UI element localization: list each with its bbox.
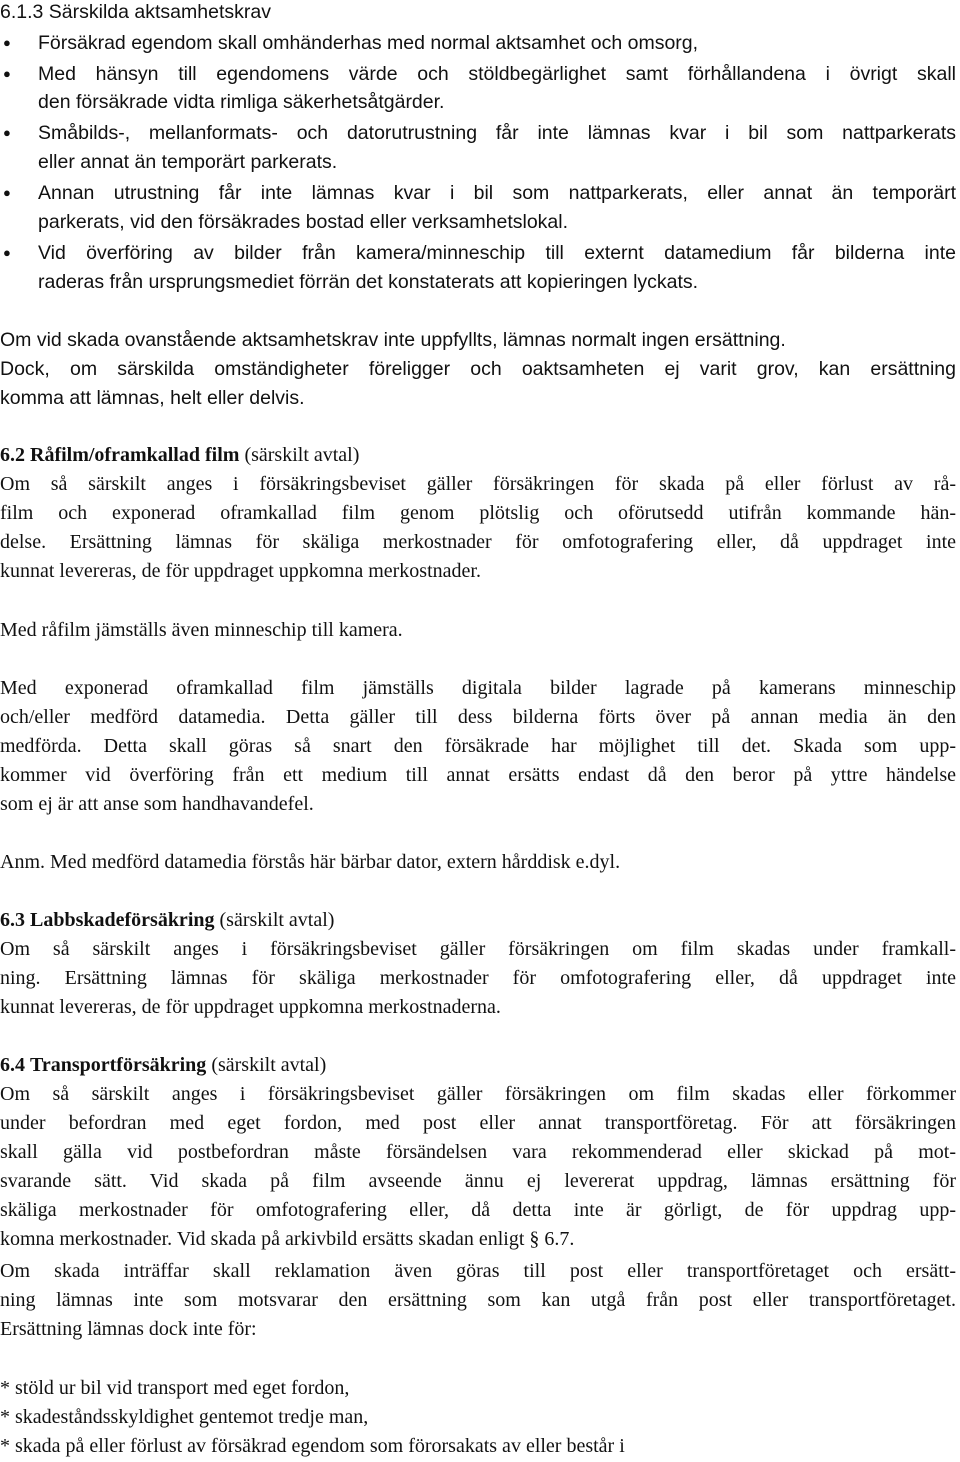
paragraph-line: svarande sätt. Vid skada på film avseende ännu ej levererat uppdrag, lämnas ersättning för	[0, 1170, 956, 1192]
paragraph-line: Om så särskilt anges i försäkringsbeviset gäller försäkringen om film skadas under framkall-	[0, 938, 956, 960]
section-number: 6.4	[0, 1054, 25, 1076]
paragraph-line: Om skada inträffar skall reklamation även göras till post eller transportföretaget och ersätt-	[0, 1260, 956, 1282]
bullet-item-4-line-2: parkerats, vid den försäkrades bostad eller verksamhetslokal.	[38, 211, 569, 233]
bullet-item-3-line-2: eller annat än temporärt parkerats.	[38, 151, 338, 173]
list-item: * skadeståndsskyldighet gentemot tredje man,	[0, 1406, 369, 1428]
section-title: Råfilm/oframkallad film	[30, 444, 240, 466]
paragraph-line: Dock, om särskilda omständigheter föreligger och oaktsamheten ej varit grov, kan ersättning	[0, 358, 956, 380]
bullet-icon: ●	[3, 125, 11, 140]
paragraph-line: skall gälla vid postbefordran måste försändelsen vara rekommenderad eller skickad på mot-	[0, 1141, 956, 1163]
paragraph-line: komna merkostnader. Vid skada på arkivbild ersätts skadan enligt § 6.7.	[0, 1228, 575, 1250]
paragraph-line: som ej är att anse som handhavandefel.	[0, 793, 314, 815]
bullet-icon: ●	[3, 185, 11, 200]
paragraph-line: film och exponerad oframkallad film genom plötslig och oförutsedd utifrån kommande hän-	[0, 502, 956, 524]
paragraph-line: kunnat levereras, de för uppdraget uppkomna merkostnaderna.	[0, 996, 501, 1018]
section-number: 6.2	[0, 444, 25, 466]
bullet-item-3-line-1: Småbilds-, mellanformats- och datorutrustning får inte lämnas kvar i bil som nattparkerats	[38, 122, 956, 144]
bullet-item-1: Försäkrad egendom skall omhänderhas med normal aktsamhet och omsorg,	[38, 32, 699, 54]
bullet-icon: ●	[3, 66, 11, 81]
paragraph-line: skäliga merkostnader för omfotografering eller, då detta inte är görligt, de för uppdrag upp-	[0, 1199, 956, 1221]
bullet-item-5-line-1: Vid överföring av bilder från kamera/minneschip till externt datamedium får bilderna inte	[38, 242, 956, 264]
section-heading-6-2	[0, 441, 956, 470]
paragraph-line: Om så särskilt anges i försäkringsbeviset gäller försäkringen om film skadas eller förkommer	[0, 1083, 956, 1105]
bullet-item-2-line-2: den försäkrade vidta rimliga säkerhetsåtgärder.	[38, 91, 445, 113]
paragraph-line: under befordran med eget fordon, med post eller annat transportföretag. För att försäkringen	[0, 1112, 956, 1134]
section-note: (särskilt avtal)	[244, 444, 360, 466]
paragraph-line: Om så särskilt anges i försäkringsbeviset gäller försäkringen för skada på eller förlust av rå-	[0, 473, 956, 495]
paragraph-line: Om vid skada ovanstående aktsamhetskrav inte uppfyllts, lämnas normalt ingen ersättning.	[0, 329, 786, 351]
paragraph-line: Med råfilm jämställs även minneschip till kamera.	[0, 619, 403, 641]
section-number: 6.3	[0, 909, 25, 931]
paragraph-line: kommer vid överföring från ett medium till annat ersätts endast då den beror på yttre händelse	[0, 764, 956, 786]
bullet-item-4-line-1: Annan utrustning får inte lämnas kvar i bil som nattparkerats, eller annat än temporärt	[38, 182, 956, 204]
paragraph-line: Anm. Med medförd datamedia förstås här bärbar dator, extern hårddisk e.dyl.	[0, 851, 621, 873]
section-heading-6-4	[0, 1051, 956, 1080]
list-item: * skada på eller förlust av försäkrad egendom som förorsakats av eller består i	[0, 1435, 625, 1457]
bullet-icon: ●	[3, 35, 11, 50]
section-heading-6-1-3: 6.1.3 Särskilda aktsamhetskrav	[0, 1, 271, 23]
section-note: (särskilt avtal)	[219, 909, 335, 931]
paragraph-line: ning lämnas inte som motsvarar den ersättning som kan utgå från post eller transportföretaget.	[0, 1289, 956, 1311]
bullet-item-2-line-1: Med hänsyn till egendomens värde och stöldbegärlighet samt förhållandena i övrigt skall	[38, 63, 956, 85]
bullet-icon: ●	[3, 245, 11, 260]
paragraph-line: delse. Ersättning lämnas för skäliga merkostnader för omfotografering eller, då uppdraget inte	[0, 531, 956, 553]
section-title: Transportförsäkring	[30, 1054, 207, 1076]
paragraph-line: komma att lämnas, helt eller delvis.	[0, 387, 305, 409]
paragraph-line: kunnat levereras, de för uppdraget uppkomna merkostnader.	[0, 560, 481, 582]
section-title: Labbskadeförsäkring	[30, 909, 215, 931]
paragraph-line: och/eller medförd datamedia. Detta gäller till dess bilderna förts över på annan media än den	[0, 706, 956, 728]
list-item: * stöld ur bil vid transport med eget fordon,	[0, 1377, 350, 1399]
paragraph-line: Med exponerad oframkallad film jämställs digitala bilder lagrade på kamerans minneschip	[0, 677, 956, 699]
paragraph-line: Ersättning lämnas dock inte för:	[0, 1318, 257, 1340]
paragraph-line: ning. Ersättning lämnas för skäliga merkostnader för omfotografering eller, då uppdraget inte	[0, 967, 956, 989]
bullet-item-5-line-2: raderas från ursprungsmediet förrän det konstaterats att kopieringen lyckats.	[38, 271, 699, 293]
paragraph-line: medförda. Detta skall göras så snart den försäkrade har möjlighet till det. Skada som upp-	[0, 735, 956, 757]
section-note: (särskilt avtal)	[211, 1054, 327, 1076]
section-heading-6-3	[0, 906, 956, 935]
